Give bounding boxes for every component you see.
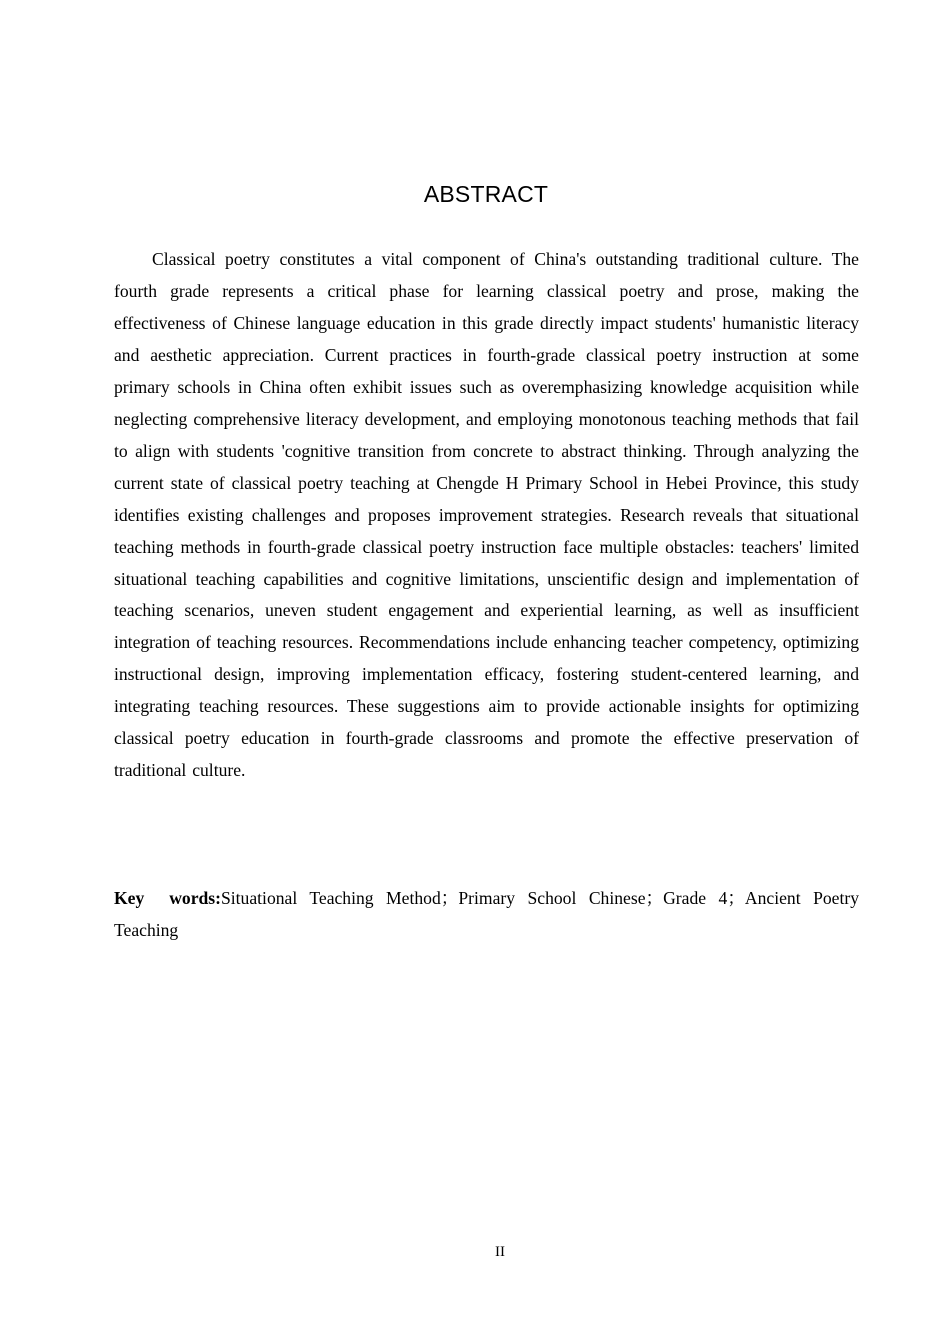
abstract-title: ABSTRACT xyxy=(423,181,549,207)
page-number: II xyxy=(495,1244,505,1260)
abstract-paragraph: Classical poetry constitutes a vital component of China's outstanding traditional culture. The fourth grade represents a critical phase for learning classical poetry and prose, making the effectiveness of Chinese language education in this grade directly impact students' humanistic literacy and aesthetic appreciation. Current practices in fourth-grade classical poetry instruction at some primary schools in China often exhibit issues such as overemphasizing knowledge acquisition while neglecting comprehensive literacy development, and employing monotonous teaching methods that fail to align with students 'cognitive transition from concrete to abstract thinking. Through analyzing the current state of classical poetry teaching at Chengde H Primary School in Hebei Province, this study identifies existing challenges and proposes improvement strategies. Research reveals that situational teaching methods in fourth-grade classical poetry instruction face multiple obstacles: teachers' limited situational teaching capabilities and cognitive limitations, unscientific design and implementation of teaching scenarios, uneven student engagement and experiential learning, as well as insufficient integration of teaching resources. Recommendations include enhancing teacher competency, optimizing instructional design, improving implementation efficacy, fostering student-centered learning, and integrating teaching resources. These suggestions aim to provide actionable insights for optimizing classical poetry education in fourth-grade classrooms and promote the effective preservation of traditional culture. xyxy=(114,249,859,781)
keywords-line xyxy=(114,883,859,947)
keywords-label: Key words: xyxy=(114,888,221,908)
keywords-list: Situational Teaching Method；Primary School Chinese；Grade 4；Ancient Poetry Teaching xyxy=(114,888,859,940)
